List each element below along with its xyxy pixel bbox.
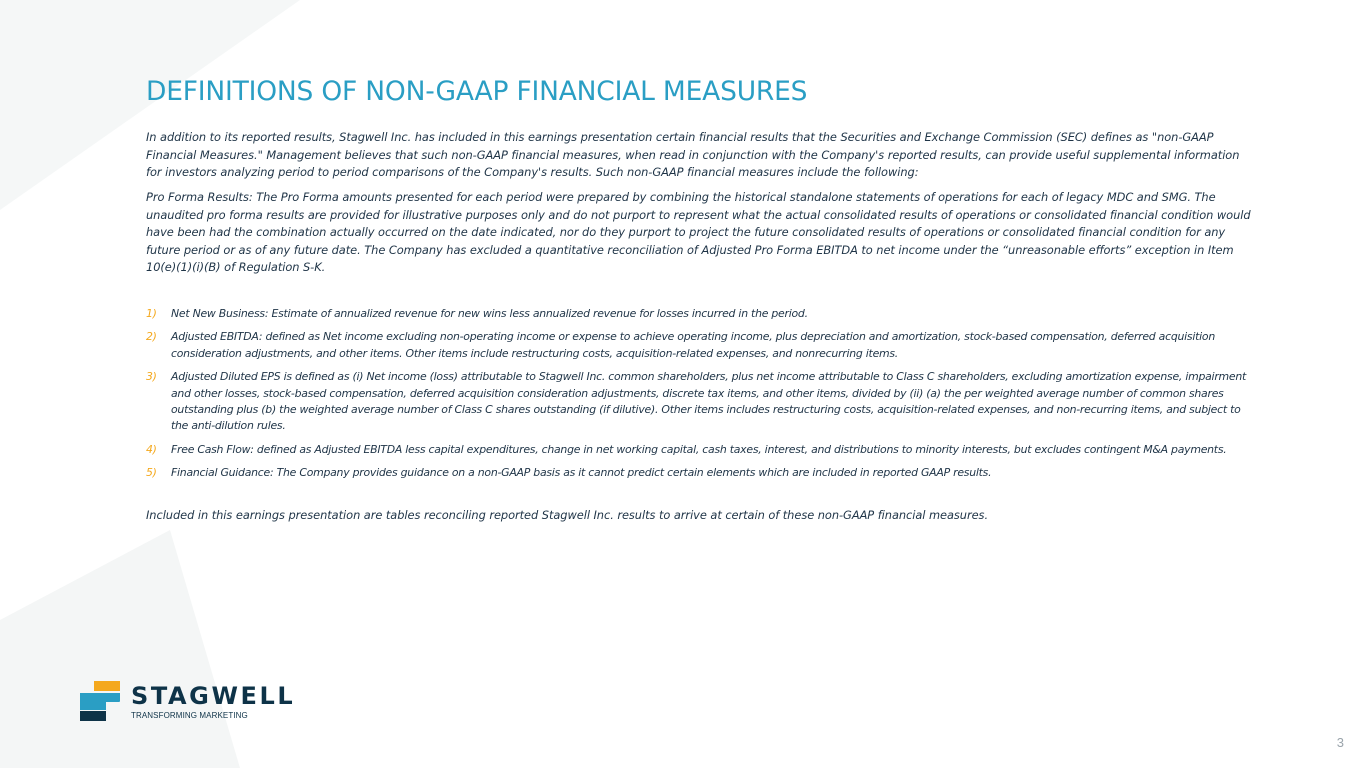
list-item-number: 3) <box>146 370 157 384</box>
list-item-number: 2) <box>146 330 157 344</box>
list-item-number: 5) <box>146 466 157 480</box>
list-item <box>146 442 1250 458</box>
pro-forma-paragraph: Pro Forma Results: The Pro Forma amounts presented for each period were prepared by combining the historical standalone statements of operations for each of legacy MDC and SMG. The unaudited pro forma results are provided for illustrative purposes only and do not purport to represent what the actual consolidated results of operations or consolidated financial condition would have been had the combination actually occurred on the date indicated, nor do they purport to project the future consolidated results of operations or consolidated financial condition for any future period or as of any future date. The Company has excluded a quantitative reconciliation of Adjusted Pro Forma EBITDA to net income under the “unreasonable efforts” exception in Item 10(e)(1)(i)(B) of Regulation S-K. <box>146 190 1251 274</box>
list-item <box>146 306 1250 322</box>
list-item-text: Free Cash Flow: defined as Adjusted EBITDA less capital expenditures, change in net working capital, cash taxes, interest, and distributions to minority interests, but excludes contingent M&A payments. <box>171 442 1227 456</box>
intro-paragraph: In addition to its reported results, Stagwell Inc. has included in this earnings presentation certain financial results that the Securities and Exchange Commission (SEC) defines as "non-GAAP Financial Measures." Management believes that such non-GAAP financial measures, when read in conjunction with the Company's reported results, can provide useful supplemental information for investors analyzing period to period comparisons of the Company's results. Such non-GAAP financial measures include the following: <box>146 130 1240 179</box>
stagwell-s-mark-icon <box>80 681 121 721</box>
list-item-text: Net New Business: Estimate of annualized revenue for new wins less annualized revenue for losses incurred in the period. <box>171 307 808 320</box>
logo-wordmark: STAGWELL <box>131 682 296 710</box>
definitions-list <box>146 306 1250 489</box>
list-item-text: Adjusted EBITDA: defined as Net income excluding non-operating income or expense to achieve operating income, plus depreciation and amortization, stock-based compensation, deferred acquisition consideration adjustments, and other items. Other items include restructuring costs, acquisition-related expenses, and nonrecurring items. <box>171 330 1215 360</box>
list-item-text: Financial Guidance: The Company provides guidance on a non-GAAP basis as it cannot predict certain elements which are included in reported GAAP results. <box>171 466 992 480</box>
list-item <box>146 329 1250 362</box>
list-item <box>146 369 1250 435</box>
list-item-number: 4) <box>146 442 157 456</box>
closing-paragraph: Included in this earnings presentation are tables reconciling reported Stagwell Inc. results to arrive at certain of these non-GAAP financial measures. <box>146 508 989 522</box>
page-title: DEFINITIONS OF NON-GAAP FINANCIAL MEASURES <box>146 76 808 107</box>
list-item-text: Adjusted Diluted EPS is defined as (i) Net income (loss) attributable to Stagwell Inc. common shareholders, plus net income attributable to Class C shareholders, excluding amortization expense, impairment and other losses, stock-based compensation, deferred acquisition consideration adjustments, discrete tax items, and other items, divided by (ii) (a) the per weighted average number of common shares outstanding plus (b) the weighted average number of Class C shares outstanding (if dilutive). Other items includes restructuring costs, acquisition-related expenses, and non-recurring items, and subject to the anti-dilution rules. <box>171 370 1247 433</box>
page-number: 3 <box>1336 735 1344 750</box>
logo-tagline: TRANSFORMING MARKETING <box>131 711 248 720</box>
stagwell-logo <box>80 681 300 723</box>
list-item <box>146 465 1250 481</box>
list-item-number: 1) <box>146 307 157 320</box>
